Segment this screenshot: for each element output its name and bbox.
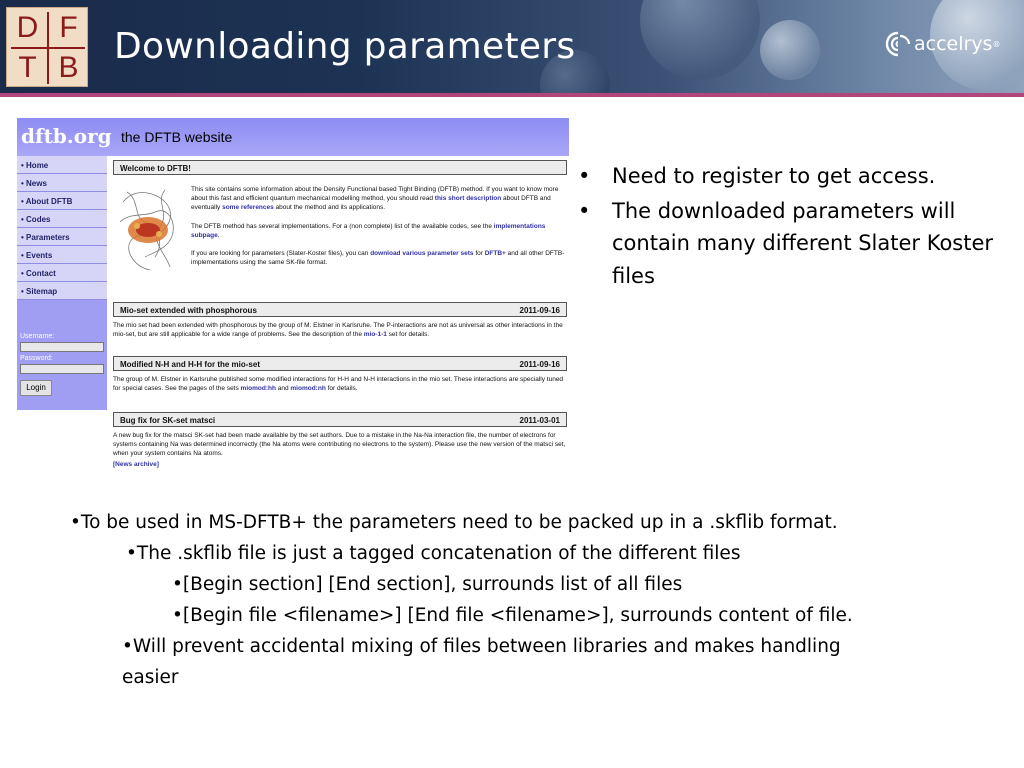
dftb-logo <box>6 7 88 87</box>
password-input[interactable] <box>20 364 104 374</box>
bullet-line: •[Begin file <filename>] [End file <filename>], surrounds content of file. <box>172 605 853 626</box>
header-divider <box>0 93 1024 97</box>
news-item-header: Bug fix for SK-set matsci 2011-03-01 <box>113 412 567 427</box>
link-miomod-nh[interactable]: miomod:nh <box>290 384 326 392</box>
username-input[interactable] <box>20 342 104 352</box>
news-date: 2011-09-16 <box>519 306 560 315</box>
logo-letter: D <box>16 11 39 44</box>
link-short-description[interactable]: this short description <box>434 194 502 202</box>
welcome-paragraph-1: This site contains some information about the Density Functional based Tight Binding (DFTB) method. If you want to know more about this fast and efficient quantum mechanical modelling method, you should read this short description about DFTB and eventually some references about the method and its applications. <box>191 186 559 211</box>
news-date: 2011-09-16 <box>519 360 560 369</box>
news-item-header: Modified N-H and H-H for the mio-set 2011-09-16 <box>113 356 567 371</box>
molecule-decoration <box>760 20 820 80</box>
bullet-line: •Will prevent accidental mixing of files between libraries and makes handling <box>122 636 841 657</box>
molecule-decoration <box>640 0 760 80</box>
link-miomod-hh[interactable]: miomod:hh <box>240 384 276 392</box>
logo-letter: F <box>59 11 78 44</box>
welcome-paragraph-2: The DFTB method has several implementations. For a (non complete) list of the available codes, see the implementations subpage. <box>191 223 546 239</box>
welcome-paragraph-3: If you are looking for parameters (Slater-Koster files), you can download various parameter sets for DFTB+ and all other DFTB-implementations using the same SK-file format. <box>191 250 565 266</box>
logo-letter: T <box>18 51 37 84</box>
link-mio-1-1[interactable]: mio-1-1 <box>363 330 387 338</box>
bullet-line: •The .skflib file is just a tagged concatenation of the different files <box>126 543 741 564</box>
login-button[interactable]: Login <box>20 380 52 396</box>
welcome-header: Welcome to DFTB! <box>113 160 567 175</box>
logo-letter: B <box>58 51 79 84</box>
link-dftbplus[interactable]: DFTB+ <box>484 250 506 257</box>
accelrys-logo <box>884 30 1000 58</box>
news-archive-link[interactable]: [News archive] <box>113 461 159 468</box>
nav-item-news[interactable]: • News <box>17 174 107 192</box>
nav-item-home[interactable]: • Home <box>17 156 107 174</box>
nav-item-contact[interactable]: • Contact <box>17 264 107 282</box>
site-tagline: the DFTB website <box>121 129 233 145</box>
site-banner <box>17 118 569 156</box>
news-item-text: A new bug fix for the matsci SK-set had been made available by the set authors. Due to a mistake in the Na-Na interaction file, the number of electrons for systems containing Na was determined incorrectly (the Na atoms were contributing no electrons to the system). Please use the new version of the matsci set, when your system contains Na atoms. <box>113 432 566 457</box>
news-item-text: The mio set had been extended with phosphorous by the group of M. Elstner in Karlsruhe. The P-interactions are not as universal as other interactions in the mio-set, but are still applicable for a wide range of problems. See the description of the mio-1-1 set for details. <box>113 322 563 338</box>
bullet-item: • Need to register to get access. <box>576 160 1006 193</box>
bullet-line: easier <box>122 667 179 688</box>
site-sidebar <box>17 156 107 410</box>
registered-mark: ® <box>992 39 1001 49</box>
link-download-parameter-sets[interactable]: download various parameter sets <box>370 250 474 257</box>
slide-header <box>0 0 1024 96</box>
swirl-icon <box>884 30 912 58</box>
nav-item-parameters[interactable]: • Parameters <box>17 228 107 246</box>
bullet-line: •[Begin section] [End section], surrounds list of all files <box>172 574 683 595</box>
site-main-content <box>113 160 569 473</box>
site-logo[interactable]: dftb.org <box>21 124 112 148</box>
dftb-website-screenshot <box>17 118 569 473</box>
nav-item-about[interactable]: • About DFTB <box>17 192 107 210</box>
news-date: 2011-03-01 <box>519 416 560 425</box>
right-bullet-list <box>576 160 1006 292</box>
link-implementations[interactable]: implementations subpage <box>191 223 546 239</box>
news-item-text: The group of M. Elstner in Karlsruhe published some modified interactions for H-H and N-H interactions in the mio set. These interactions are specially tuned for special cases. See the pages of the sets miomod:hh and miomod:nh for details. <box>113 376 564 392</box>
slide-title: Downloading parameters <box>114 26 576 67</box>
news-item-header: Mio-set extended with phosphorous 2011-09-16 <box>113 302 567 317</box>
password-label: Password: <box>20 355 53 362</box>
brand-name: accelrys <box>914 33 993 55</box>
username-label: Username: <box>20 333 55 340</box>
link-references[interactable]: some references <box>222 203 274 211</box>
protein-structure-image <box>115 182 181 278</box>
bullet-item: • The downloaded parameters will contain many different Slater Koster files <box>576 195 1006 293</box>
nav-item-sitemap[interactable]: • Sitemap <box>17 282 107 300</box>
bullet-line: •To be used in MS-DFTB+ the parameters need to be packed up in a .skflib format. <box>70 512 838 533</box>
nav-item-codes[interactable]: • Codes <box>17 210 107 228</box>
nav-item-events[interactable]: • Events <box>17 246 107 264</box>
